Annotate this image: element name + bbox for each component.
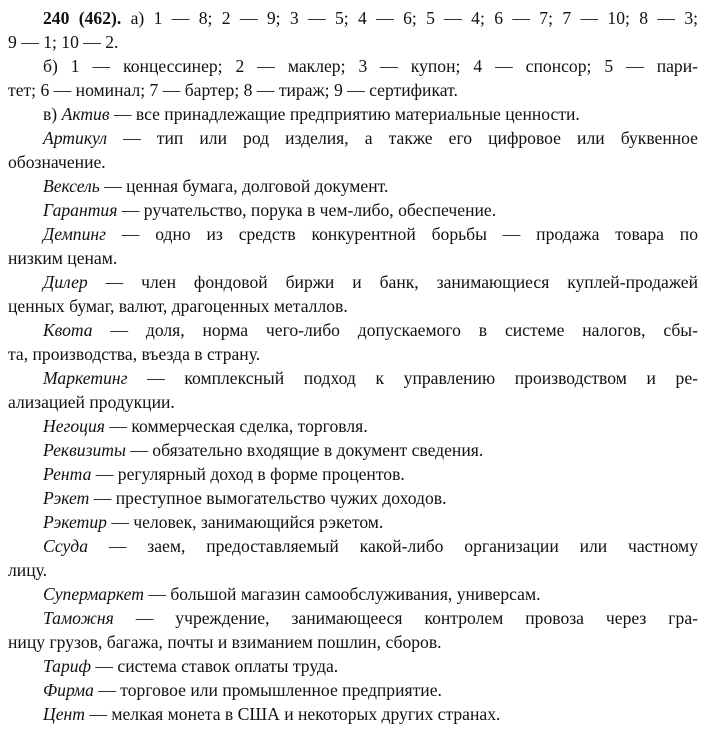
term-entry: [43, 174, 698, 198]
term-name: Вексель: [43, 176, 100, 196]
term-definition: — большой магазин самообслуживания, универсам.: [143, 584, 541, 604]
term-entry: [43, 318, 698, 342]
part-a-answers: 1 — 8; 2 — 9; 3 — 5; 4 — 6; 5 — 4; 6 — 7; 7 — 10; 8 — 3;: [153, 8, 699, 28]
term-definition: — член фондовой биржи и банк, занимающиеся куплей-продажей: [87, 272, 698, 292]
term-name: Рента: [43, 464, 92, 484]
term-entry: [43, 486, 698, 510]
term-definition: — одно из средств конкурентной борьбы — продажа товара по: [105, 224, 698, 244]
term-definition: — человек, занимающийся рэкетом.: [106, 512, 384, 532]
term-name: Демпинг: [43, 224, 106, 244]
term-entry: [43, 222, 698, 246]
term-name: Маркетинг: [43, 368, 128, 388]
term-name: Тариф: [43, 656, 92, 676]
term-entry: [43, 198, 698, 222]
term-definition: — заем, предоставляемый какой-либо организации или частному: [88, 536, 698, 556]
term-entry: [43, 366, 698, 390]
term-name: Супермаркет: [43, 584, 144, 604]
term-definition: — система ставок оплаты труда.: [91, 656, 339, 676]
term-entry: [43, 126, 698, 150]
term-definition: — регулярный доход в форме процентов.: [91, 464, 405, 484]
term-definition: — ручательство, порука в чем-либо, обеспечение.: [117, 200, 497, 220]
term-name: Артикул: [43, 128, 108, 148]
term-entry: [43, 678, 698, 702]
term-name: Дилер: [43, 272, 88, 292]
term-definition: — комплексный подход к управлению производством и ре-: [127, 368, 698, 388]
term-entry: [43, 510, 698, 534]
term-definition: — торговое или промышленное предприятие.: [93, 680, 442, 700]
part-a-label: а): [130, 8, 145, 28]
term-name: Негоция: [43, 416, 105, 436]
term-entry: [43, 654, 698, 678]
term-name: Рэкет: [43, 488, 90, 508]
term-entry: [43, 582, 698, 606]
term-definition: — обязательно входящие в документ сведения.: [125, 440, 484, 460]
term-definition-cont: низким ценам.: [8, 248, 118, 268]
term-entry: [43, 702, 698, 726]
term-entry: [43, 606, 698, 630]
term-definition-cont: обозначение.: [8, 152, 106, 172]
term-definition: — ценная бумага, долговой документ.: [99, 176, 389, 196]
term-entry: [43, 462, 698, 486]
answer-header-line: [43, 6, 698, 30]
exercise-number: 240 (462).: [43, 8, 122, 28]
term-name: Рэкетир: [43, 512, 107, 532]
term-name: Актив: [61, 104, 110, 124]
term-definition: — преступное вымогательство чужих доходов.: [89, 488, 447, 508]
term-definition-cont: ализацией продукции.: [8, 392, 175, 412]
part-v-label: в): [43, 104, 58, 124]
term-definition: — коммерческая сделка, торговля.: [104, 416, 368, 436]
term-name: Цент: [43, 704, 85, 724]
term-name: Квота: [43, 320, 93, 340]
term-definition-cont: ценных бумаг, валют, драгоценных металлов.: [8, 296, 348, 316]
part-b-answers-cont: тет; 6 — номинал; 7 — бартер; 8 — тираж; 9 — сертификат.: [8, 80, 458, 100]
term-definition-cont: ницу грузов, багажа, почты и взиманием пошлин, сборов.: [8, 632, 442, 652]
term-name: Реквизиты: [43, 440, 126, 460]
term-name: Гарантия: [43, 200, 118, 220]
term-entry: [43, 102, 698, 126]
term-name: Фирма: [43, 680, 94, 700]
term-definition: — доля, норма чего-либо допускаемого в системе налогов, сбы-: [92, 320, 698, 340]
term-entry: [43, 438, 698, 462]
part-b-answers: б) 1 — концессинер; 2 — маклер; 3 — купон; 4 — спонсор; 5 — пари-: [43, 56, 698, 76]
term-definition-cont: та, производства, въезда в страну.: [8, 344, 261, 364]
term-definition: — тип или род изделия, а также его цифровое или буквенное: [107, 128, 698, 148]
term-name: Ссуда: [43, 536, 88, 556]
term-definition: — все принадлежащие предприятию материальные ценности.: [109, 104, 580, 124]
term-definition: — учреждение, занимающееся контролем провоза через гра-: [113, 608, 698, 628]
term-entry: [43, 534, 698, 558]
part-a-answers-cont: 9 — 1; 10 — 2.: [8, 32, 119, 52]
term-entry: [43, 414, 698, 438]
term-name: Таможня: [43, 608, 114, 628]
term-entry: [43, 270, 698, 294]
term-definition: — мелкая монета в США и некоторых других странах.: [84, 704, 501, 724]
term-definition-cont: лицу.: [8, 560, 48, 580]
